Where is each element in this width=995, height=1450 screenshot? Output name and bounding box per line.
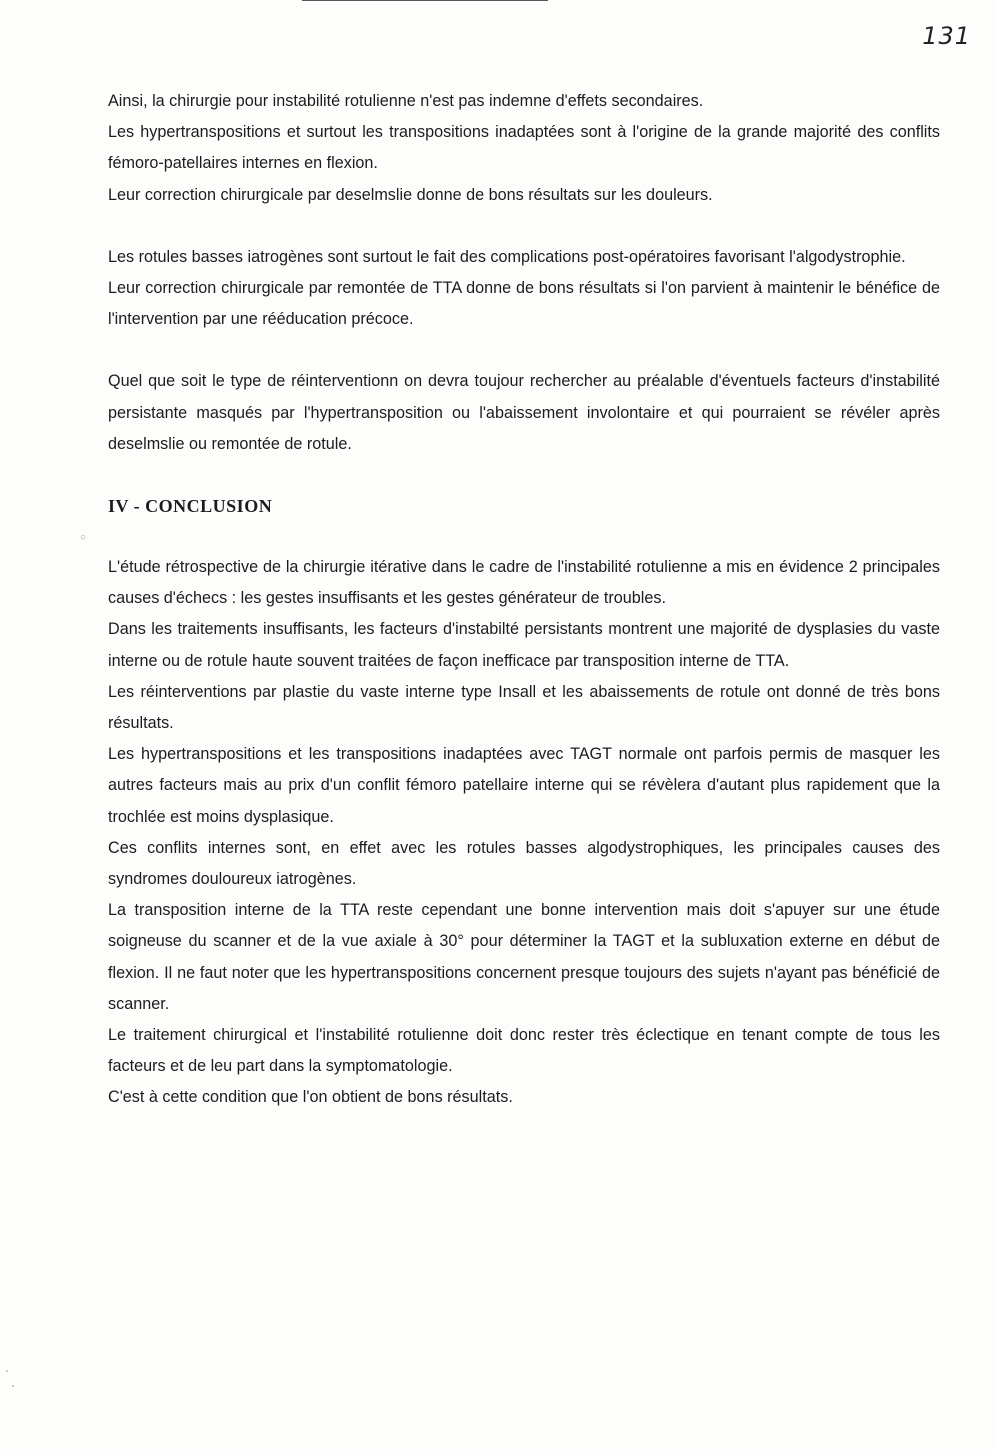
spacer xyxy=(108,211,940,242)
paragraph: Les hypertranspositions et surtout les transpositions inadaptées sont à l'origine de la grande majorité des conflits fémoro-patellaires internes en flexion. xyxy=(108,123,940,173)
scan-speck xyxy=(12,1385,14,1387)
paragraph: Ces conflits internes sont, en effet avec les rotules basses algodystrophiques, les principales causes des syndromes douloureux iatrogènes. xyxy=(108,838,940,889)
paragraph: La transposition interne de la TTA reste cependant une bonne intervention mais doit s'apuyer sur une étude soigneuse du scanner et de la vue axiale à 30° pour déterminer la TAGT et la subluxation externe en début de flexion. Il ne faut noter que les hypertranspositions concernent presque toujours des sujets n'ayant pas bénéficié de scanner. xyxy=(108,901,940,1013)
paragraph: Quel que soit le type de réinterventionn on devra toujour rechercher au préalable d'éventuels facteurs d'instabilité persistante masqués par l'hypertransposition ou l'abaissement involontaire et qui pourraient se révéler après deselmslie ou remontée de rotule. xyxy=(108,372,940,453)
document-body xyxy=(108,86,940,1114)
spacer xyxy=(108,460,940,491)
paragraph: Les rotules basses iatrogènes sont surtout le fait des complications post-opératoires favorisant l'algodystrophie. xyxy=(108,247,906,266)
paragraph: L'étude rétrospective de la chirurgie itérative dans le cadre de l'instabilité rotulienne a mis en évidence 2 principales causes d'échecs : les gestes insuffisants et les gestes générateur de troubles. xyxy=(108,558,940,608)
spacer xyxy=(108,335,940,366)
paragraph: Dans les traitements insuffisants, les facteurs d'instabilté persistants montrent une majorité de dysplasies du vaste interne ou de rotule haute souvent traitées de façon inefficace par transposition interne de TTA. xyxy=(108,620,940,670)
paragraph: Le traitement chirurgical et l'instabilité rotulienne doit donc rester très éclectique en tenant compte de tous les facteurs et de leu part dans la symptomatologie. xyxy=(108,1026,940,1076)
paragraph: Ainsi, la chirurgie pour instabilité rotulienne n'est pas indemne d'effets secondaires. xyxy=(108,92,704,110)
margin-mark: ○ xyxy=(80,532,87,543)
scan-speck xyxy=(6,1370,8,1372)
spacer xyxy=(108,521,940,552)
paragraph: Les réinterventions par plastie du vaste interne type Insall et les abaissements de rotule ont donné de très bons résultats. xyxy=(108,682,940,733)
paragraph: Leur correction chirurgicale par deselmslie donne de bons résultats sur les douleurs. xyxy=(108,185,713,204)
top-rule xyxy=(302,0,548,1)
section-heading: IV - CONCLUSION xyxy=(108,496,273,517)
paragraph: C'est à cette condition que l'on obtient de bons résultats. xyxy=(108,1088,513,1107)
paragraph: Les hypertranspositions et les transpositions inadaptées avec TAGT normale ont parfois permis de masquer les autres facteurs mais au prix d'un conflit fémoro patellaire interne qui se révèlera d'autant plus rapidement que la trochlée est moins dysplasique. xyxy=(108,745,940,826)
paragraph: Leur correction chirurgicale par remontée de TTA donne de bons résultats si l'on parvient à maintenir le bénéfice de l'intervention par une rééducation précoce. xyxy=(108,279,940,329)
page-number: 131 xyxy=(922,22,971,50)
